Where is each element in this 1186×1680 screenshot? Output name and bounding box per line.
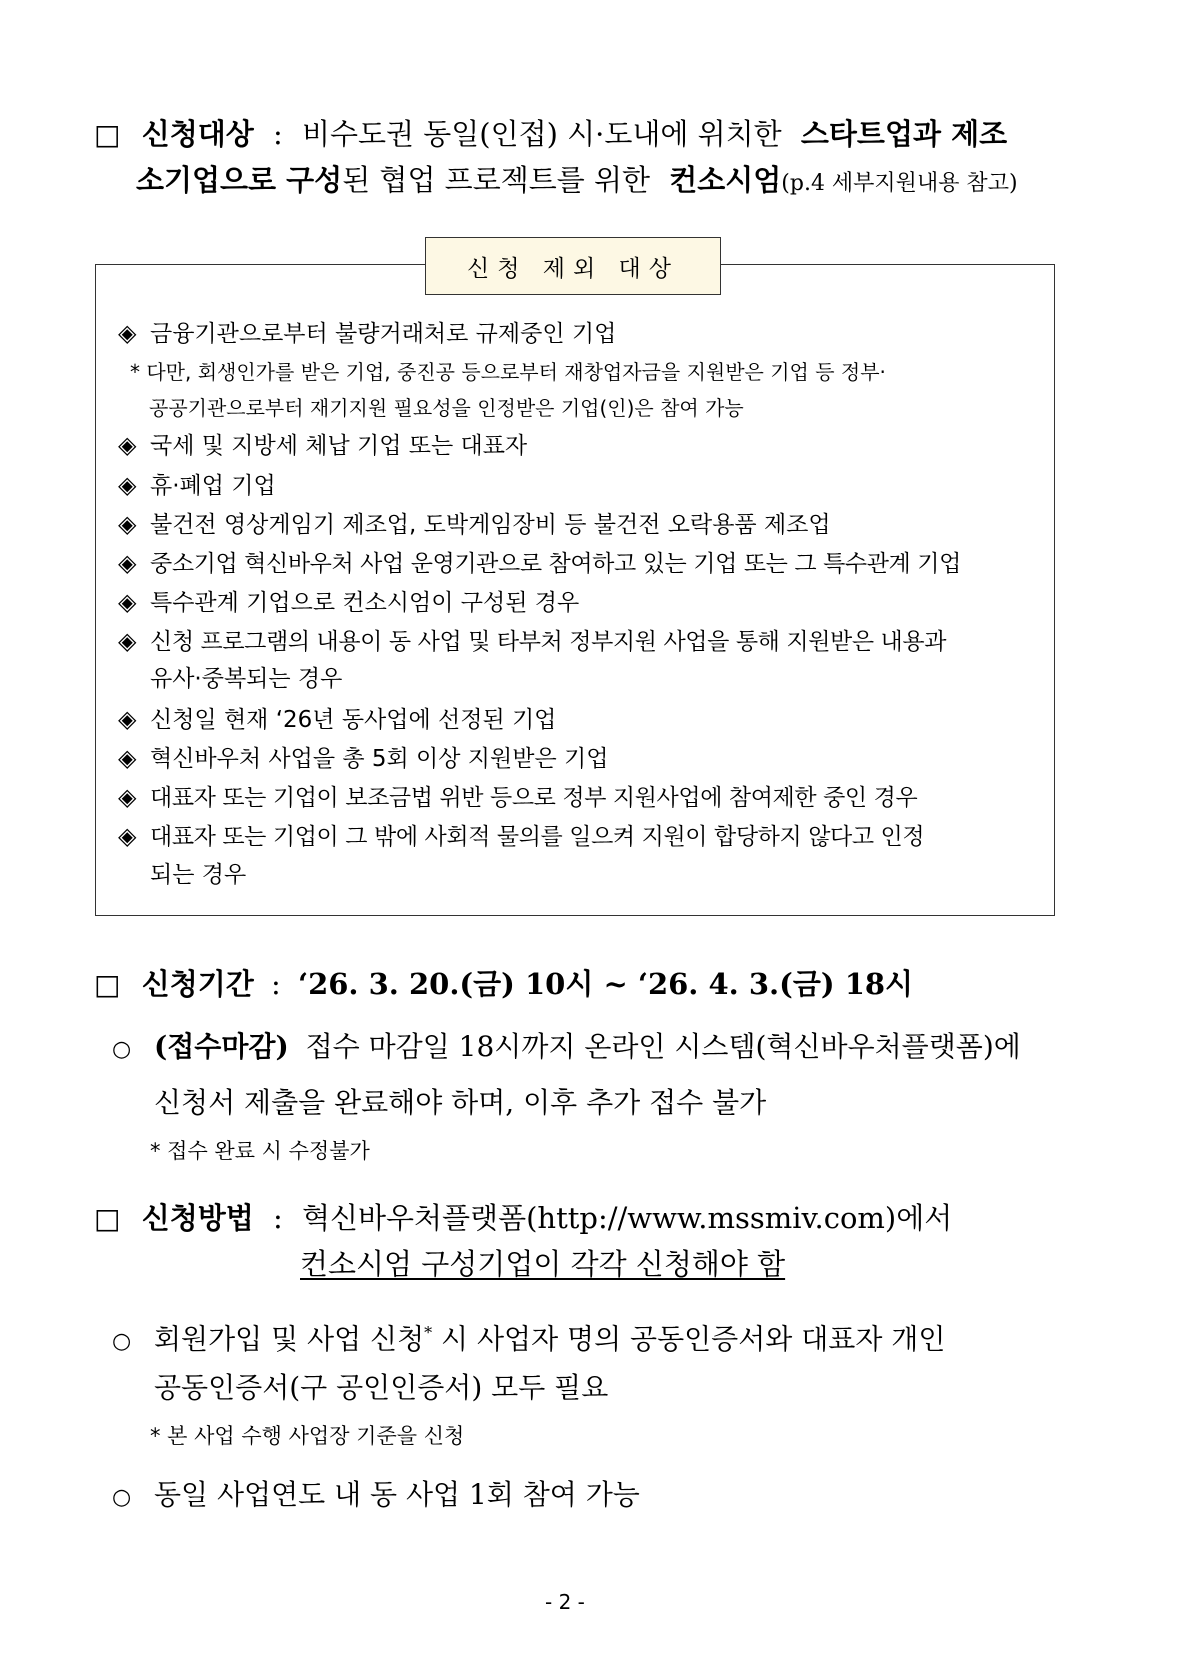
method-item: ○ 회원가입 및 사업 신청* 시 사업자 명의 공동인증서와 대표자 개인 [112, 1308, 945, 1367]
circle-bullet-icon: ○ [112, 1485, 132, 1510]
diamond-bullet-icon: ◈ [118, 510, 137, 538]
exclusion-item-continuation: 되는 경우 [150, 862, 247, 888]
diamond-bullet-icon: ◈ [118, 783, 137, 811]
period-item-line2: 신청서 제출을 완료해야 하며, 이후 추가 접수 불가 [154, 1086, 767, 1119]
exclusion-item: ◈ 금융기관으로부터 불량거래처로 규제중인 기업 [118, 314, 616, 353]
section-application-period [94, 962, 913, 1007]
section-application-target-line2 [136, 158, 1018, 206]
exclusion-box-title: 신청 제외 대상 [425, 237, 721, 295]
checkbox-icon: □ [94, 1202, 121, 1235]
period-item: ○ (접수마감) 접수 마감일 18시까지 온라인 시스템(혁신바우처플랫폼)에 [112, 1022, 1021, 1075]
label-colon: : [272, 117, 283, 151]
diamond-bullet-icon: ◈ [118, 744, 137, 772]
diamond-bullet-icon: ◈ [118, 627, 137, 655]
method-item: ○ 동일 사업연도 내 동 사업 1회 참여 가능 [112, 1470, 640, 1523]
diamond-bullet-icon: ◈ [118, 822, 137, 850]
application-period: ‘26. 3. 20.(금) 10시 ~ ‘26. 4. 3.(금) 18시 [297, 967, 914, 1001]
diamond-bullet-icon: ◈ [118, 588, 137, 616]
method-line2: 컨소시엄 구성기업이 각각 신청해야 함 [300, 1247, 786, 1281]
diamond-bullet-icon: ◈ [118, 319, 137, 347]
exclusion-item: ◈ 불건전 영상게임기 제조업, 도박게임장비 등 불건전 오락용품 제조업 [118, 505, 831, 544]
period-sub-note: * 접수 완료 시 수정불가 [150, 1139, 370, 1163]
exclusion-item: ◈ 휴·폐업 기업 [118, 466, 276, 505]
target-line2-note: (p.4 세부지원내용 참고) [781, 171, 1018, 196]
exclusion-item: ◈ 대표자 또는 기업이 그 밖에 사회적 물의를 일으켜 지원이 합당하지 않다고 인정 [118, 817, 924, 856]
target-line2-text: 된 협업 프로젝트를 위한 [342, 163, 650, 197]
exclusion-item-continuation: 유사·중복되는 경우 [150, 666, 343, 692]
exclusion-item: ◈ 중소기업 혁신바우처 사업 운영기관으로 참여하고 있는 기업 또는 그 특수관계 기업 [118, 544, 961, 583]
checkbox-icon: □ [94, 968, 121, 1001]
checkbox-icon: □ [94, 118, 121, 151]
label-colon: : [272, 1201, 283, 1235]
circle-bullet-icon: ○ [112, 1037, 132, 1062]
page-number: - 2 - [545, 1590, 585, 1614]
exclusion-note-line1: * 다만, 회생인가를 받은 기업, 중진공 등으로부터 재창업자금을 지원받은 기업 등 정부· [130, 360, 886, 384]
exclusion-note-line2: 공공기관으로부터 재기지원 필요성을 인정받은 기업(인)은 참여 가능 [149, 396, 744, 420]
method-sub-note: * 본 사업 수행 사업장 기준을 신청 [150, 1424, 465, 1448]
diamond-bullet-icon: ◈ [118, 431, 137, 459]
circle-bullet-icon: ○ [112, 1329, 132, 1355]
target-line1-bold: 스타트업과 제조 [800, 117, 1008, 151]
section-application-method [94, 1196, 952, 1241]
exclusion-item: ◈ 대표자 또는 기업이 보조금법 위반 등으로 정부 지원사업에 참여제한 중인 경우 [118, 778, 917, 817]
diamond-bullet-icon: ◈ [118, 549, 137, 577]
method-item-line2: 공동인증서(구 공인인증서) 모두 필요 [154, 1371, 609, 1404]
exclusion-item: ◈ 국세 및 지방세 체납 기업 또는 대표자 [118, 426, 527, 465]
exclusion-item: ◈ 신청 프로그램의 내용이 동 사업 및 타부처 정부지원 사업을 통해 지원받은 내용과 [118, 622, 946, 661]
target-line2-bold1: 소기업으로 구성 [136, 163, 343, 197]
section-label: 신청방법 [141, 1201, 254, 1235]
exclusion-item: ◈ 특수관계 기업으로 컨소시엄이 구성된 경우 [118, 583, 579, 622]
section-label: 신청기간 [141, 967, 254, 1001]
target-line2-bold2: 컨소시엄 [669, 163, 782, 197]
target-line1-text: 비수도권 동일(인접) 시·도내에 위치한 [301, 117, 782, 151]
exclusion-item: ◈ 신청일 현재 ‘26년 동사업에 선정된 기업 [118, 700, 556, 739]
diamond-bullet-icon: ◈ [118, 471, 137, 499]
method-line1: 혁신바우처플랫폼(http://www.mssmiv.com)에서 [301, 1201, 953, 1235]
label-colon: : [270, 967, 281, 1001]
section-application-target [94, 112, 1007, 157]
diamond-bullet-icon: ◈ [118, 705, 137, 733]
section-label: 신청대상 [141, 117, 254, 151]
exclusion-item: ◈ 혁신바우처 사업을 총 5회 이상 지원받은 기업 [118, 739, 608, 778]
